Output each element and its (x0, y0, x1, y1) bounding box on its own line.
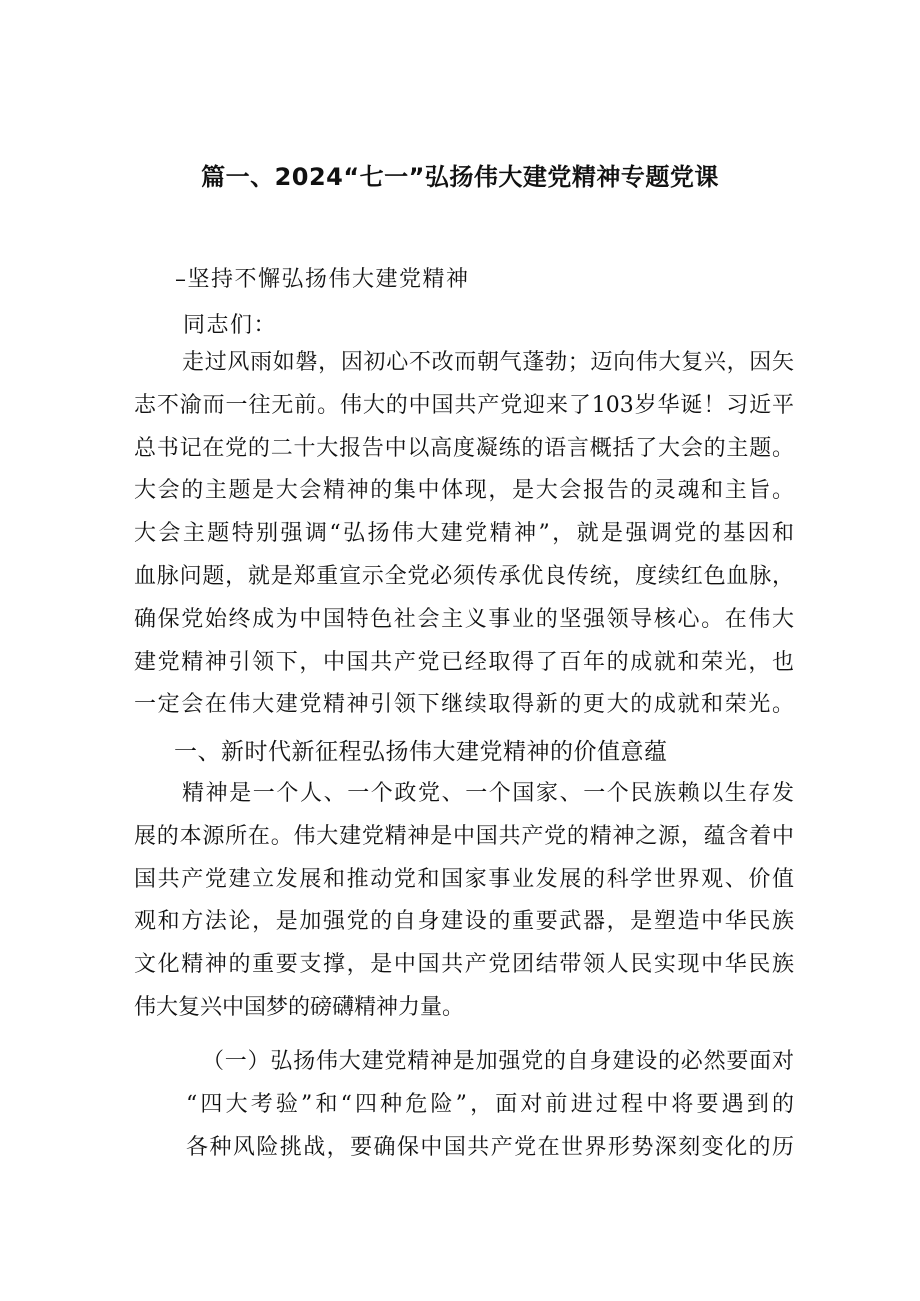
paragraph-line: 各种风险挑战，要确保中国共产党在世界形势深刻变化的历 (186, 1135, 794, 1160)
section-heading: 一、新时代新征程弘扬伟大建党精神的价值意蕴 (174, 739, 668, 765)
document-subtitle: –坚持不懈弘扬伟大建党精神 (175, 267, 470, 292)
intro-paragraph (134, 342, 794, 727)
paragraph-line: 国共产党建立发展和推动党和国家事业发展的科学世界观、价值 (134, 866, 794, 892)
paragraph-line: 伟大复兴中国梦的磅礴精神力量。 (134, 994, 465, 1020)
paragraph-line: 确保党始终成为中国特色社会主义事业的坚强领导核心。在伟大 (134, 606, 794, 632)
paragraph-line: “四大考验”和“四种危险”，面对前进过程中将要遇到的 (186, 1092, 794, 1117)
paragraph-line: 大会的主题是大会精神的集中体现，是大会报告的灵魂和主旨。 (134, 478, 794, 504)
paragraph-line: 总书记在党的二十大报告中以高度凝练的语言概括了大会的主题。 (134, 435, 794, 461)
paragraph-line: 精神是一个人、一个政党、一个国家、一个民族赖以生存发 (182, 781, 794, 806)
paragraph-line: 大会主题特别强调“弘扬伟大建党精神”，就是强调党的基因和 (134, 521, 794, 547)
paragraph-line: 展的本源所在。伟大建党精神是中国共产党的精神之源，蕴含着中 (134, 823, 794, 849)
document-title: 篇一、2024“七一”弘扬伟大建党精神专题党课 (201, 163, 719, 191)
paragraph-line: 走过风雨如磐，因初心不改而朝气蓬勃；迈向伟大复兴，因矢 (182, 350, 794, 375)
paragraph-line: 志不渝而一往无前。伟大的中国共产党迎来了103岁华诞！习近平 (134, 392, 794, 418)
paragraph-line: 建党精神引领下，中国共产党已经取得了百年的成就和荣光，也 (134, 649, 794, 675)
subsection1-paragraph (186, 1040, 794, 1169)
paragraph-line: （一）弘扬伟大建党精神是加强党的自身建设的必然要面对 (202, 1049, 794, 1074)
salutation: 同志们： (183, 313, 278, 338)
paragraph-line: 观和方法论，是加强党的自身建设的重要武器，是塑造中华民族 (134, 909, 794, 935)
section1-paragraph (134, 773, 794, 1030)
paragraph-line: 一定会在伟大建党精神引领下继续取得新的更大的成就和荣光。 (134, 692, 794, 718)
paragraph-line: 文化精神的重要支撑，是中国共产党团结带领人民实现中华民族 (134, 952, 794, 978)
paragraph-line: 血脉问题，就是郑重宣示全党必须传承优良传统，度续红色血脉， (134, 563, 794, 589)
